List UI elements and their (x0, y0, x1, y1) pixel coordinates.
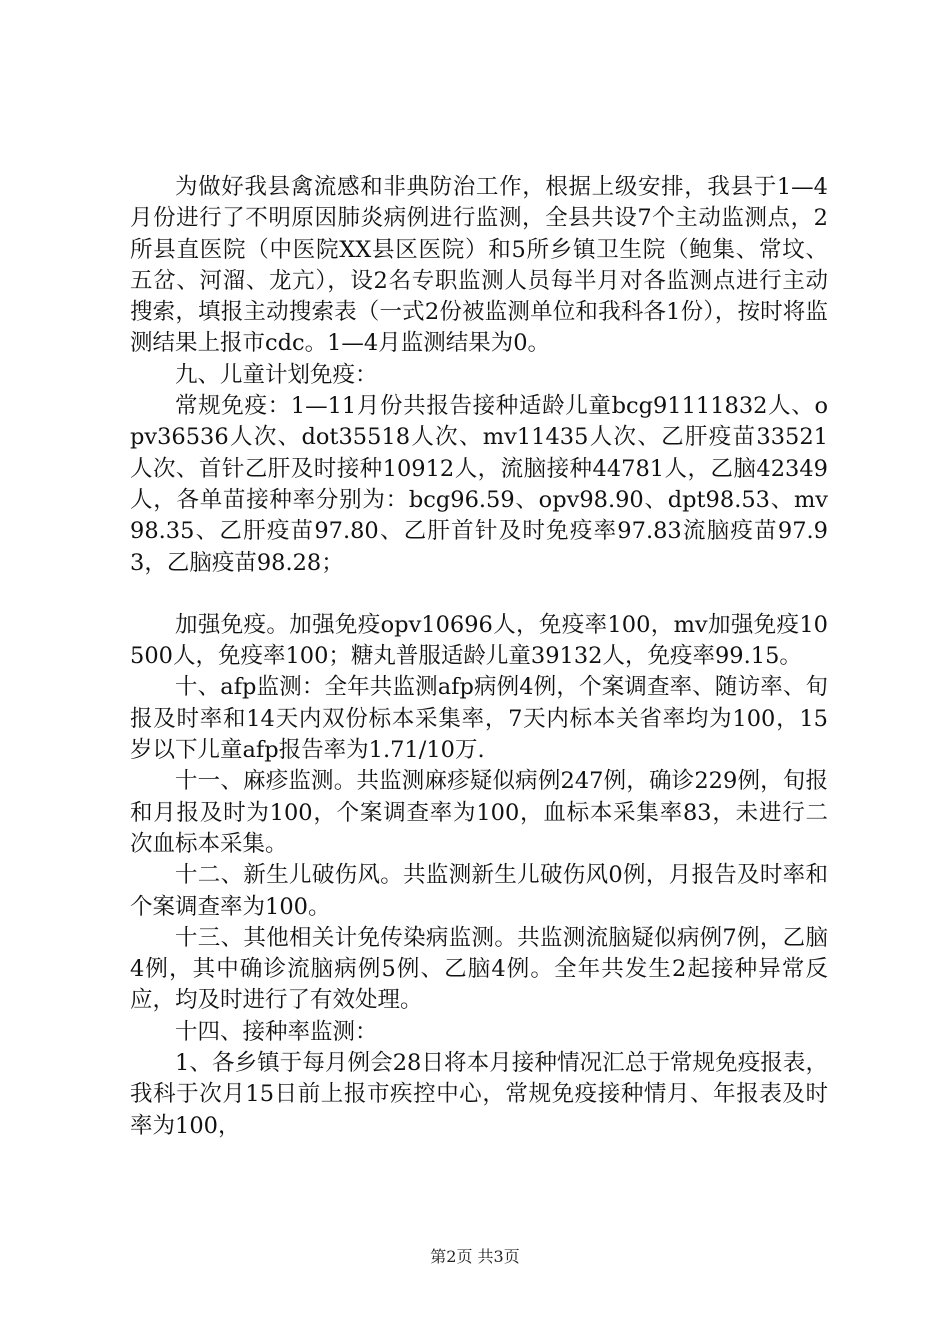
page-number-footer: 第2页 共3页 (430, 1247, 520, 1266)
paragraph-section-14-item-1: 1、各乡镇于每月例会28日将本月接种情况汇总于常规免疫报表，我科于次月15日前上报市疾控中心，常规免疫接种情月、年报表及时率为100， (130, 1050, 828, 1139)
heading-section-14: 十四、接种率监测： (175, 1018, 378, 1045)
document-body (130, 172, 828, 1142)
paragraph-section-11-measles: 十一、麻疹监测。共监测麻疹疑似病例247例，确诊229例，旬报和月报及时为100，个案调查率为100，血标本采集率83，未进行二次血标本采集。 (130, 768, 828, 857)
paragraph-booster-immunization: 加强免疫。加强免疫opv10696人，免疫率100，mv加强免疫10500人，免疫率100；糖丸普服适龄儿童39132人，免疫率99.15。 (130, 611, 828, 670)
paragraph-section-10-afp: 十、afp监测：全年共监测afp病例4例，个案调查率、随访率、旬报及时率和14天内双份标本采集率，7天内标本关省率均为100，15岁以下儿童afp报告率为1.71/10万. (130, 674, 828, 764)
heading-section-9: 九、儿童计划免疫： (175, 361, 378, 388)
paragraph-section-13-other: 十三、其他相关计免传染病监测。共监测流脑疑似病例7例，乙脑4例，其中确诊流脑病例5例、乙脑4例。全年共发生2起接种异常反应，均及时进行了有效处理。 (130, 924, 828, 1014)
paragraph-section-12-tetanus: 十二、新生儿破伤风。共监测新生儿破伤风0例，月报告及时率和个案调查率为100。 (130, 862, 828, 920)
paragraph-surveillance-pneumonia: 为做好我县禽流感和非典防治工作，根据上级安排，我县于1—4月份进行了不明原因肺炎病例进行监测，全县共设7个主动监测点，2所县直医院（中医院XX县区医院）和5所乡镇卫生院（鲍集、常坟、五岔、河溜、龙亢），设2名专职监测人员每半月对各监测点进行主动搜索，填报主动搜索表（一式2份被监测单位和我科各1份），按时将监测结果上报市cdc。1—4月监测结果为0。 (130, 174, 828, 357)
paragraph-routine-immunization: 常规免疫：1—11月份共报告接种适龄儿童bcg91111832人、opv36536人次、dot35518人次、mv11435人次、乙肝疫苗33521人次、首针乙肝及时接种10912人，流脑接种44781人，乙脑42349人，各单苗接种率分别为：bcg96.59、opv98.90、dpt98.53、mv98.35、乙肝疫苗97.80、乙肝首针及时免疫率97.83流脑疫苗97.93，乙脑疫苗98.28； (130, 393, 828, 576)
